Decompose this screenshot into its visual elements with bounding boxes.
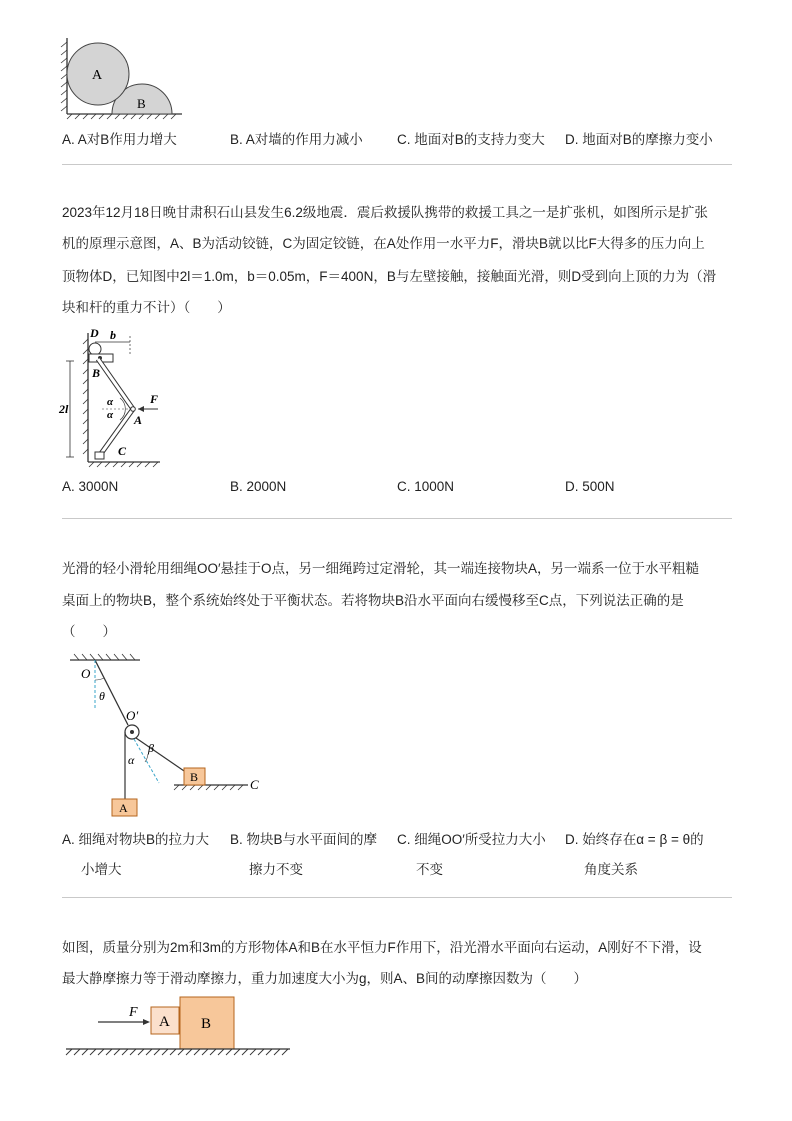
q3-label-c: C bbox=[250, 777, 259, 792]
q4-label-a: A bbox=[159, 1014, 170, 1030]
q1-label-a: A bbox=[92, 68, 103, 83]
q3-line-3: （ ） bbox=[62, 624, 116, 639]
q3-option-c[interactable] bbox=[397, 825, 546, 885]
q3-line-1: 光滑的轻小滑轮用细绳OO′悬挂于O点，另一细绳跨过定滑轮，其一端连接物块A，另一端系一位于水平粗糙 bbox=[62, 561, 700, 576]
divider bbox=[62, 518, 732, 519]
q3-label-o-prime: O′ bbox=[126, 708, 139, 723]
q1-option-b[interactable]: B. A对墙的作用力减小 bbox=[230, 132, 363, 147]
q2-line-2: 机的原理示意图，A、B为活动铰链，C为固定铰链，在A处作用一水平力F，滑块B就以比F大得多的压力向上 bbox=[62, 236, 705, 251]
q3-label-beta: β bbox=[148, 741, 154, 755]
divider bbox=[62, 897, 732, 898]
q2-line-1: 2023年12月18日晚甘肃积石山县发生6.2级地震．震后救援队携带的救援工具之一是扩张机，如图所示是扩张 bbox=[62, 205, 708, 220]
q3-option-a-line1: A. 细绳对物块B的拉力大 bbox=[62, 832, 210, 847]
q3-line-2: 桌面上的物块B，整个系统始终处于平衡状态。若将物块B沿水平面向右缓慢移至C点，下列说法正确的是 bbox=[62, 593, 684, 608]
q2-label-f: F bbox=[150, 392, 159, 406]
divider bbox=[62, 164, 732, 165]
q3-option-d[interactable] bbox=[565, 825, 704, 885]
q1-option-c[interactable]: C. 地面对B的支持力变大 bbox=[397, 132, 545, 147]
q2-option-b[interactable]: B. 2000N bbox=[230, 479, 287, 494]
q4-line-2: 最大静摩擦力等于滑动摩擦力，重力加速度大小为g，则A、B间的动摩擦因数为（ ） bbox=[62, 971, 588, 986]
q2-line-3: 顶物体D，已知图中2l＝1.0m，b＝0.05m，F＝400N，B与左壁接触，接触面光滑，则D受到向上顶的力为（滑 bbox=[62, 269, 717, 284]
q2-label-a: A bbox=[134, 413, 143, 427]
q4-line-1: 如图，质量分别为2m和3m的方形物体A和B在水平恒力F作用下，沿光滑水平面向右运动，A刚好不下滑，设 bbox=[62, 940, 702, 955]
q4-label-b: B bbox=[201, 1016, 212, 1032]
q3-option-c-line2: 不变 bbox=[416, 862, 443, 877]
q1-option-d[interactable]: D. 地面对B的摩擦力变小 bbox=[565, 132, 713, 147]
q3-label-theta: θ bbox=[99, 689, 105, 703]
q2-label-2l: 2l bbox=[59, 402, 69, 416]
q2-option-c[interactable]: C. 1000N bbox=[397, 479, 455, 494]
q1-option-a[interactable]: A. A对B作用力增大 bbox=[62, 132, 177, 147]
q2-label-alpha-2: α bbox=[107, 409, 114, 421]
q2-option-a[interactable]: A. 3000N bbox=[62, 479, 119, 494]
q2-label-d: D bbox=[90, 326, 99, 340]
q3-option-b-line1: B. 物块B与水平面间的摩 bbox=[230, 832, 378, 847]
q2-label-c: C bbox=[118, 444, 127, 458]
q2-option-d[interactable]: D. 500N bbox=[565, 479, 615, 494]
q2-label-b-dim: b bbox=[110, 328, 116, 342]
q3-option-a[interactable] bbox=[62, 825, 209, 885]
q3-label-a: A bbox=[119, 801, 128, 815]
q2-figure-expander bbox=[58, 325, 168, 470]
q4-figure-blocks bbox=[62, 992, 294, 1062]
q3-label-b: B bbox=[190, 770, 199, 784]
q1-figure bbox=[58, 34, 188, 120]
q3-option-d-line2: 角度关系 bbox=[584, 862, 638, 877]
q2-label-b: B bbox=[92, 366, 101, 380]
q3-option-b[interactable] bbox=[230, 825, 377, 885]
q3-option-c-line1: C. 细绳OO′所受拉力大小 bbox=[397, 832, 546, 847]
q2-label-alpha-1: α bbox=[107, 396, 114, 408]
q3-figure-pulley bbox=[66, 652, 266, 818]
q1-label-b: B bbox=[137, 96, 146, 111]
q4-label-f: F bbox=[129, 1005, 138, 1020]
q3-label-o: O bbox=[81, 666, 91, 681]
q3-option-d-line1: D. 始终存在α = β = θ的 bbox=[565, 832, 704, 847]
q3-option-b-line2: 擦力不变 bbox=[249, 862, 303, 877]
q2-line-4: 块和杆的重力不计）（ ） bbox=[62, 300, 231, 315]
q3-option-a-line2: 小增大 bbox=[81, 862, 122, 877]
q3-label-alpha: α bbox=[128, 753, 135, 767]
